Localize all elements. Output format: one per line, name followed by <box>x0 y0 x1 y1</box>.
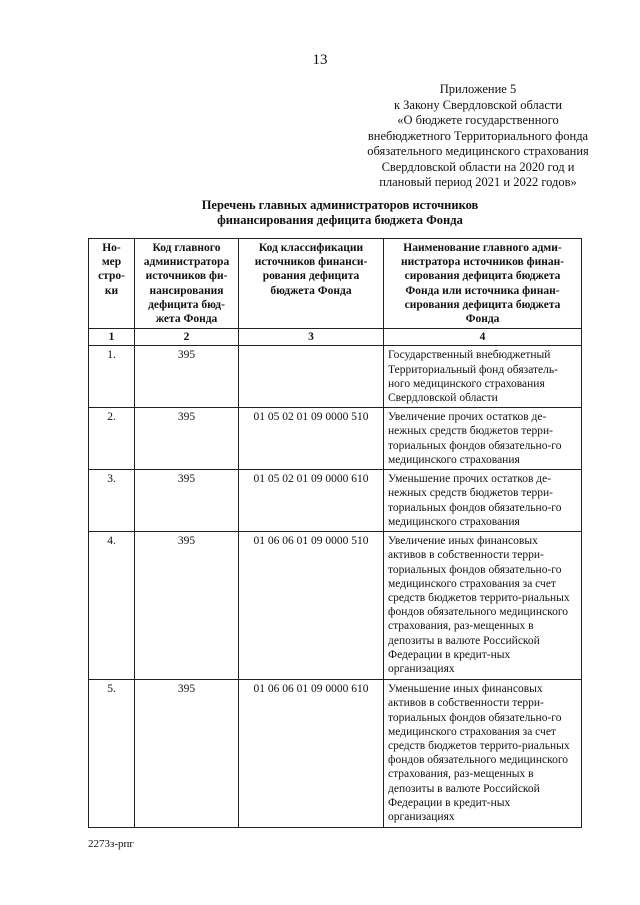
admin-code: 395 <box>135 470 239 532</box>
administrator-name: Увеличение прочих остатков де-нежных средств бюджетов терри-ториальных фондов обязательно-го медицинского страхования <box>384 408 582 470</box>
appendix-line: Приложение 5 <box>439 82 517 96</box>
classification-code: 01 05 02 01 09 0000 510 <box>239 408 384 470</box>
appendix-line: плановый период 2021 и 2022 годов» <box>379 175 577 189</box>
table-header-row <box>89 239 582 329</box>
document-code: 2273з-рпг <box>88 838 134 850</box>
column-number: 4 <box>384 329 582 346</box>
classification-code: 01 05 02 01 09 0000 610 <box>239 470 384 532</box>
header-classification-code: Код классификации источников финанси-рования дефицита бюджета Фонда <box>239 239 384 329</box>
admin-code: 395 <box>135 532 239 680</box>
administrator-name: Уменьшение прочих остатков де-нежных средств бюджетов терри-ториальных фондов обязательно-го медицинского страхования <box>384 470 582 532</box>
appendix-line: к Закону Свердловской области <box>393 97 563 112</box>
row-number: 3. <box>89 470 135 532</box>
administrator-name: Уменьшение иных финансовых активов в собственности терри-ториальных фондов обязательно-го медицинского страхования за счет средств бюджетов террито-риальных фондов обязательного медицинского страхования, раз-мещенных в депозиты в валюте Российской Федерации в кредит-ных организациях <box>384 680 582 828</box>
header-name: Наименование главного адми-нистратора источников финан-сирования дефицита бюджета Фонда или источника финан-сирования дефицита бюджета Фонда <box>384 239 582 329</box>
administrator-name: Увеличение иных финансовых активов в собственности терри-ториальных фондов обязательно-го медицинского страхования за счет средств бюджетов террито-риальных фондов обязательного медицинского страхования, раз-мещенных в депозиты в валюте Российской Федерации в кредит-ных организациях <box>384 532 582 680</box>
page-number: 13 <box>312 52 328 68</box>
administrator-name: Государственный внебюджетный Территориальный фонд обязатель-ного медицинского страхования Свердловской области <box>384 346 582 408</box>
column-number: 3 <box>239 329 384 346</box>
column-number-row <box>89 329 582 346</box>
column-number: 1 <box>89 329 135 346</box>
appendix-heading <box>328 82 628 191</box>
appendix-line: «О бюджете государственного <box>397 113 559 127</box>
classification-code <box>239 346 384 408</box>
title-line-2: финансирования дефицита бюджета Фонда <box>217 213 463 227</box>
admin-code: 395 <box>135 680 239 828</box>
administrators-table <box>88 238 582 828</box>
row-number: 4. <box>89 532 135 680</box>
classification-code: 01 06 06 01 09 0000 610 <box>239 680 384 828</box>
appendix-line: Свердловской области на 2020 год и <box>381 159 575 174</box>
admin-code: 395 <box>135 346 239 408</box>
column-number: 2 <box>135 329 239 346</box>
header-admin-code: Код главного администратора источников фи-нансирования дефицита бюд-жета Фонда <box>135 239 239 329</box>
table-row <box>89 408 582 470</box>
appendix-line: обязательного медицинского страхования <box>367 144 589 158</box>
table-row <box>89 532 582 680</box>
row-number: 1. <box>89 346 135 408</box>
table-row <box>89 346 582 408</box>
row-number: 5. <box>89 680 135 828</box>
appendix-line: внебюджетного Территориального фонда <box>367 128 589 143</box>
classification-code: 01 06 06 01 09 0000 510 <box>239 532 384 680</box>
document-title <box>80 198 600 228</box>
title-line-1: Перечень главных администраторов источников <box>201 198 479 212</box>
row-number: 2. <box>89 408 135 470</box>
admin-code: 395 <box>135 408 239 470</box>
header-row-number: Но-мер стро-ки <box>89 239 135 329</box>
table-row <box>89 470 582 532</box>
table-row <box>89 680 582 828</box>
